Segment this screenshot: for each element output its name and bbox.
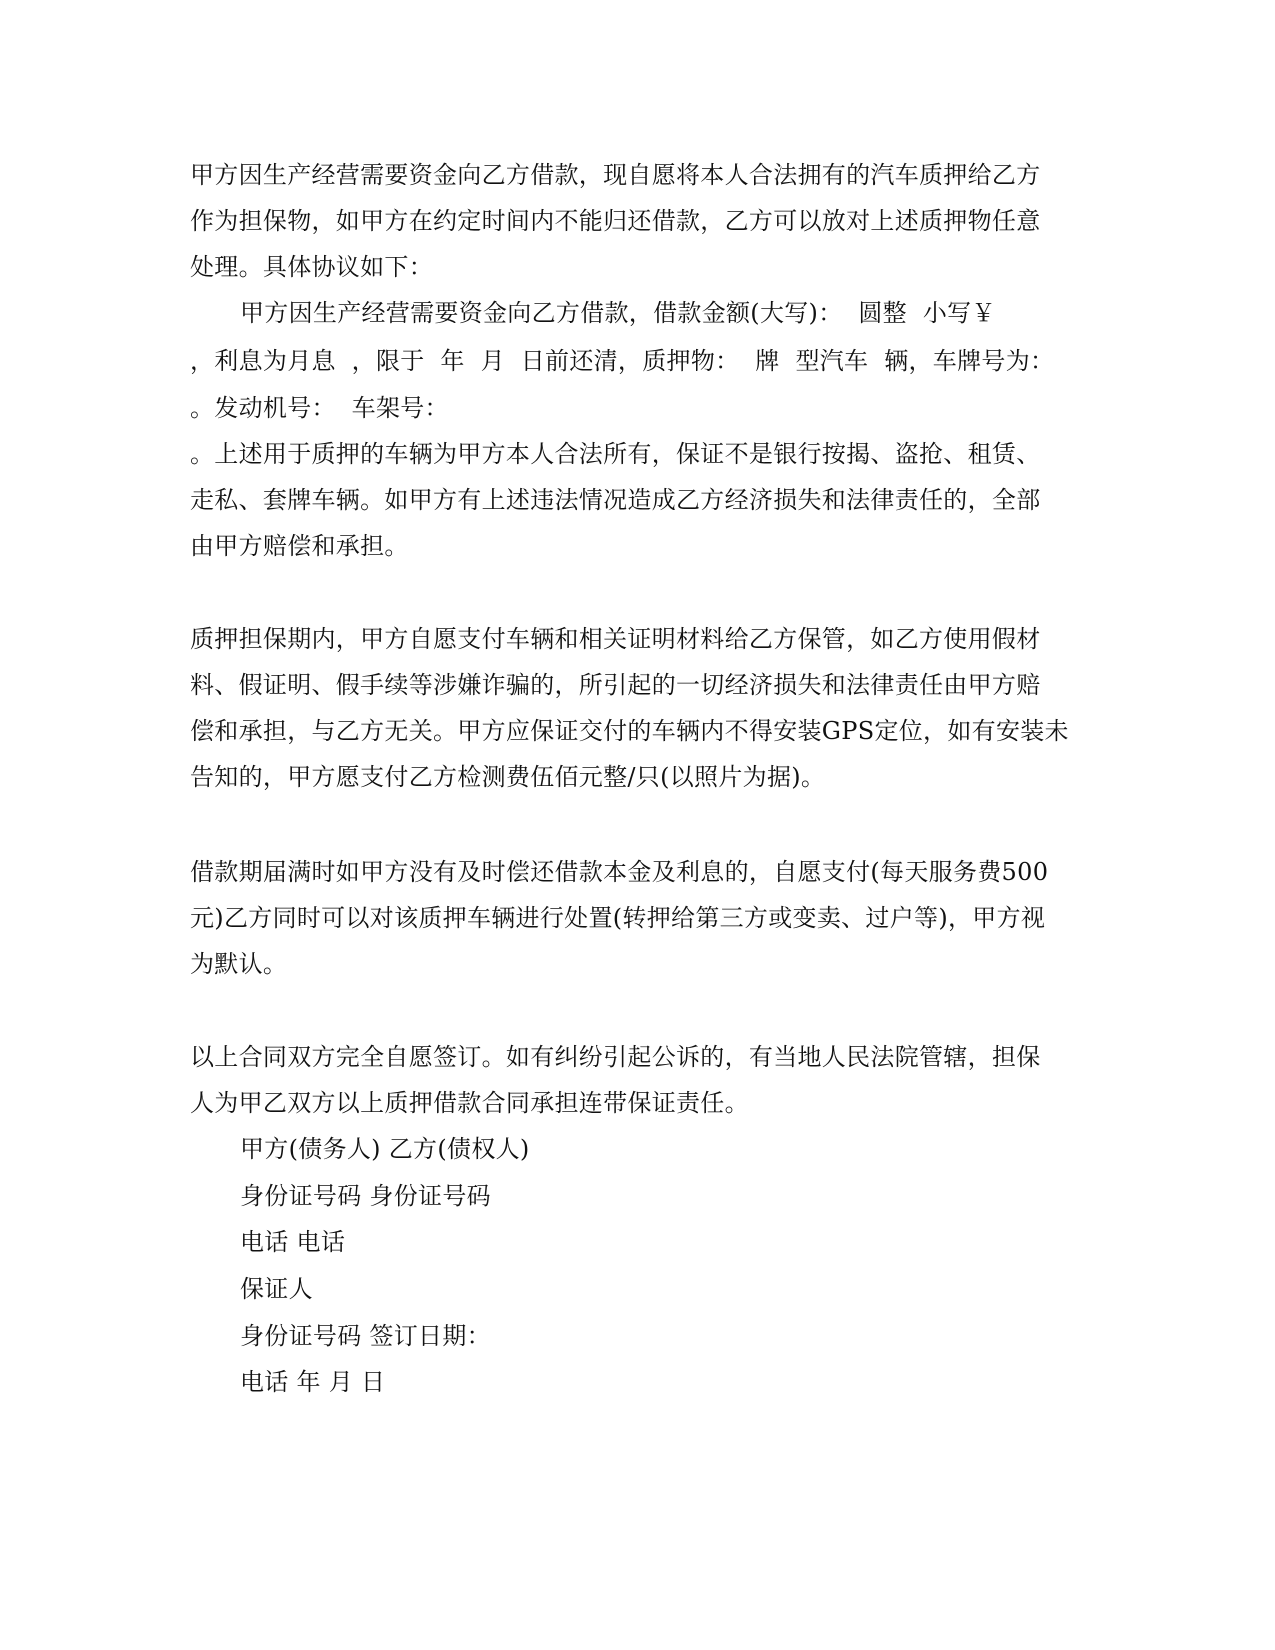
signature-guarantor: 保证人	[240, 1275, 313, 1303]
paragraph-5-line-1: 以上合同双方完全自愿签订。如有纠纷引起公诉的，有当地人民法院管辖，担保	[190, 1043, 1041, 1071]
paragraph-3-line-1: 质押担保期内，甲方自愿支付车辆和相关证明材料给乙方保管，如乙方使用假材	[190, 625, 1041, 653]
paragraph-2-line-3: 。发动机号： 车架号：	[190, 394, 449, 422]
paragraph-4-line-1: 借款期届满时如甲方没有及时偿还借款本金及利息的，自愿支付(每天服务费500	[190, 858, 1049, 886]
paragraph-4-line-2: 元)乙方同时可以对该质押车辆进行处置(转押给第三方或变卖、过户等)，甲方视	[190, 904, 1046, 932]
paragraph-3-line-3: 偿和承担，与乙方无关。甲方应保证交付的车辆内不得安装GPS定位，如有安装未	[190, 717, 1069, 745]
signature-phones: 电话 电话	[240, 1228, 346, 1256]
paragraph-2-line-2: ，利息为月息 ，限于 年 月 日前还清，质押物： 牌 型汽车 辆，车牌号为：	[190, 347, 1055, 375]
signature-parties: 甲方(债务人) 乙方(债权人)	[240, 1135, 530, 1163]
paragraph-4-line-3: 为默认。	[190, 950, 288, 978]
paragraph-2-line-4: 。上述用于质押的车辆为甲方本人合法所有，保证不是银行按揭、盗抢、租赁、	[190, 440, 1041, 468]
paragraph-2-line-5: 走私、套牌车辆。如甲方有上述违法情况造成乙方经济损失和法律责任的，全部	[190, 486, 1041, 514]
paragraph-2-line-6: 由甲方赔偿和承担。	[190, 532, 409, 560]
signature-id-numbers: 身份证号码 身份证号码	[240, 1182, 491, 1210]
signature-guarantor-phone-and-date: 电话 年 月 日	[240, 1368, 386, 1396]
paragraph-5-line-2: 人为甲乙双方以上质押借款合同承担连带保证责任。	[190, 1089, 749, 1117]
signature-guarantor-id-and-date: 身份证号码 签订日期：	[240, 1322, 491, 1350]
paragraph-1-line-3: 处理。具体协议如下：	[190, 253, 433, 281]
paragraph-3-line-2: 料、假证明、假手续等涉嫌诈骗的，所引起的一切经济损失和法律责任由甲方赔	[190, 671, 1041, 699]
paragraph-2-line-1: 甲方因生产经营需要资金向乙方借款，借款金额(大写)： 圆整 小写￥	[240, 299, 996, 327]
paragraph-3-line-4: 告知的，甲方愿支付乙方检测费伍佰元整/只(以照片为据)。	[190, 763, 826, 791]
paragraph-1-line-1: 甲方因生产经营需要资金向乙方借款，现自愿将本人合法拥有的汽车质押给乙方	[190, 161, 1041, 189]
paragraph-1-line-2: 作为担保物，如甲方在约定时间内不能归还借款，乙方可以放对上述质押物任意	[190, 207, 1041, 235]
